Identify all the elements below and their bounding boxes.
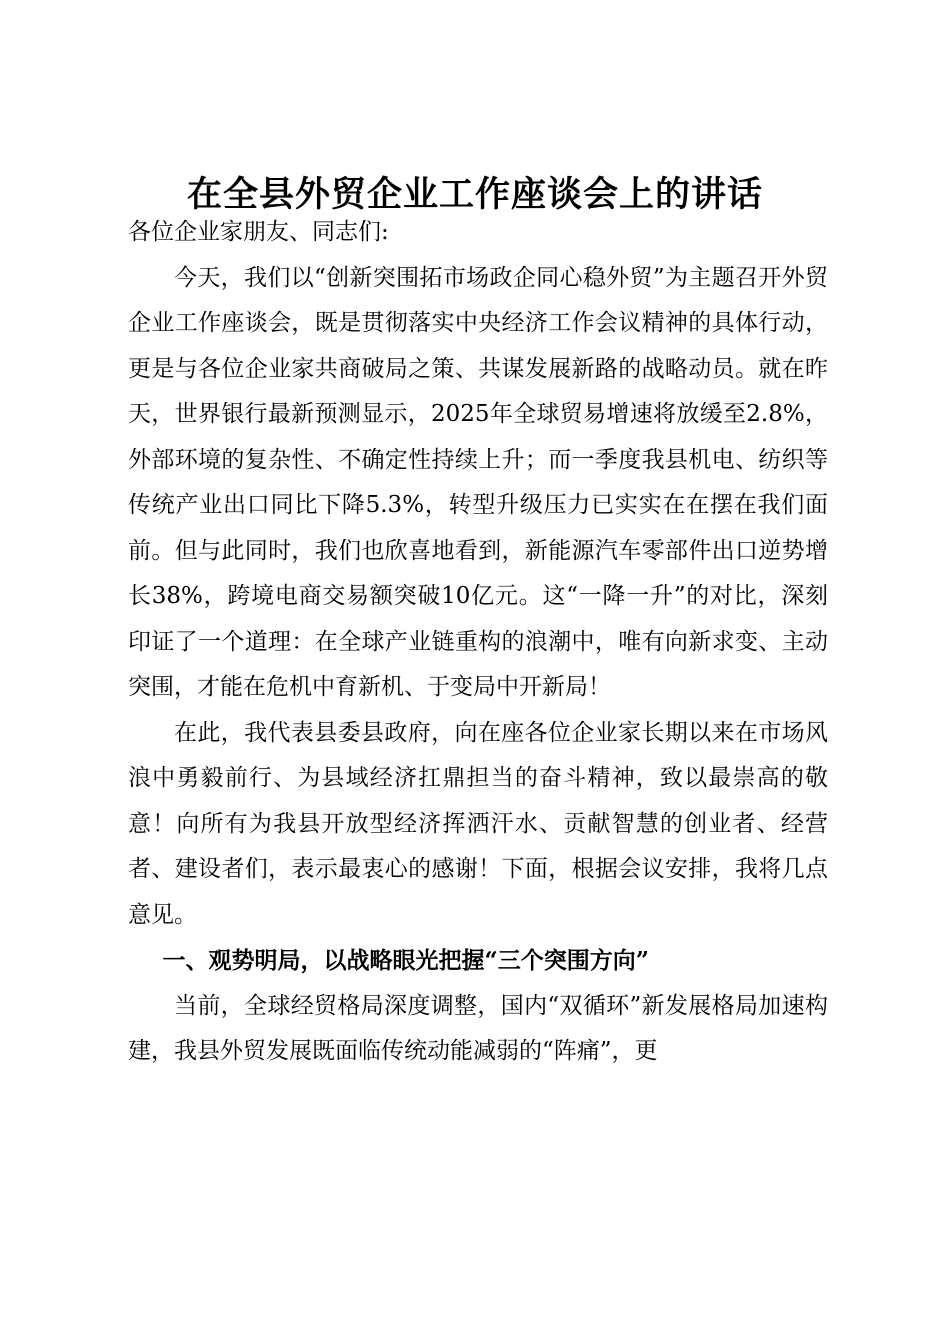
paragraph-thanks: 在此，我代表县委县政府，向在座各位企业家长期以来在市场风浪中勇毅前行、为县域经济扛鼎担当的奋斗精神，致以最崇高的敬意！向所有为我县开放型经济挥洒汗水、贡献智慧的创业者、经营者、建设者们，表示最衷心的感谢！下面，根据会议安排，我将几点意见。 bbox=[128, 719, 828, 928]
document-body bbox=[128, 210, 828, 1075]
salutation: 各位企业家朋友、同志们: bbox=[128, 219, 389, 245]
document-title: 在全县外贸企业工作座谈会上的讲话 bbox=[186, 174, 763, 215]
paragraph-section-one: 当前，全球经贸格局深度调整，国内“双循环”新发展格局加速构建，我县外贸发展既面临传统动能减弱的“阵痛”，更 bbox=[128, 992, 828, 1064]
paragraph-opening: 今天，我们以“创新突围拓市场政企同心稳外贸”为主题召开外贸企业工作座谈会，既是贯彻落实中央经济工作会议精神的具体行动，更是与各位企业家共商破局之策、共谋发展新路的战略动员。就在昨天，世界银行最新预测显示，2025年全球贸易增速将放缓至2.8%，外部环境的复杂性、不确定性持续上升；而一季度我县机电、纺织等传统产业出口同比下降5.3%，转型升级压力已实实在在摆在我们面前。但与此同时，我们也欣喜地看到，新能源汽车零部件出口逆势增长38%，跨境电商交易额突破10亿元。这“一降一升”的对比，深刻印证了一个道理：在全球产业链重构的浪潮中，唯有向新求变、主动突围，才能在危机中育新机、于变局中开新局！ bbox=[128, 264, 828, 700]
section-heading: 一、观势明局，以战略眼光把握“三个突围方向” bbox=[162, 947, 649, 974]
